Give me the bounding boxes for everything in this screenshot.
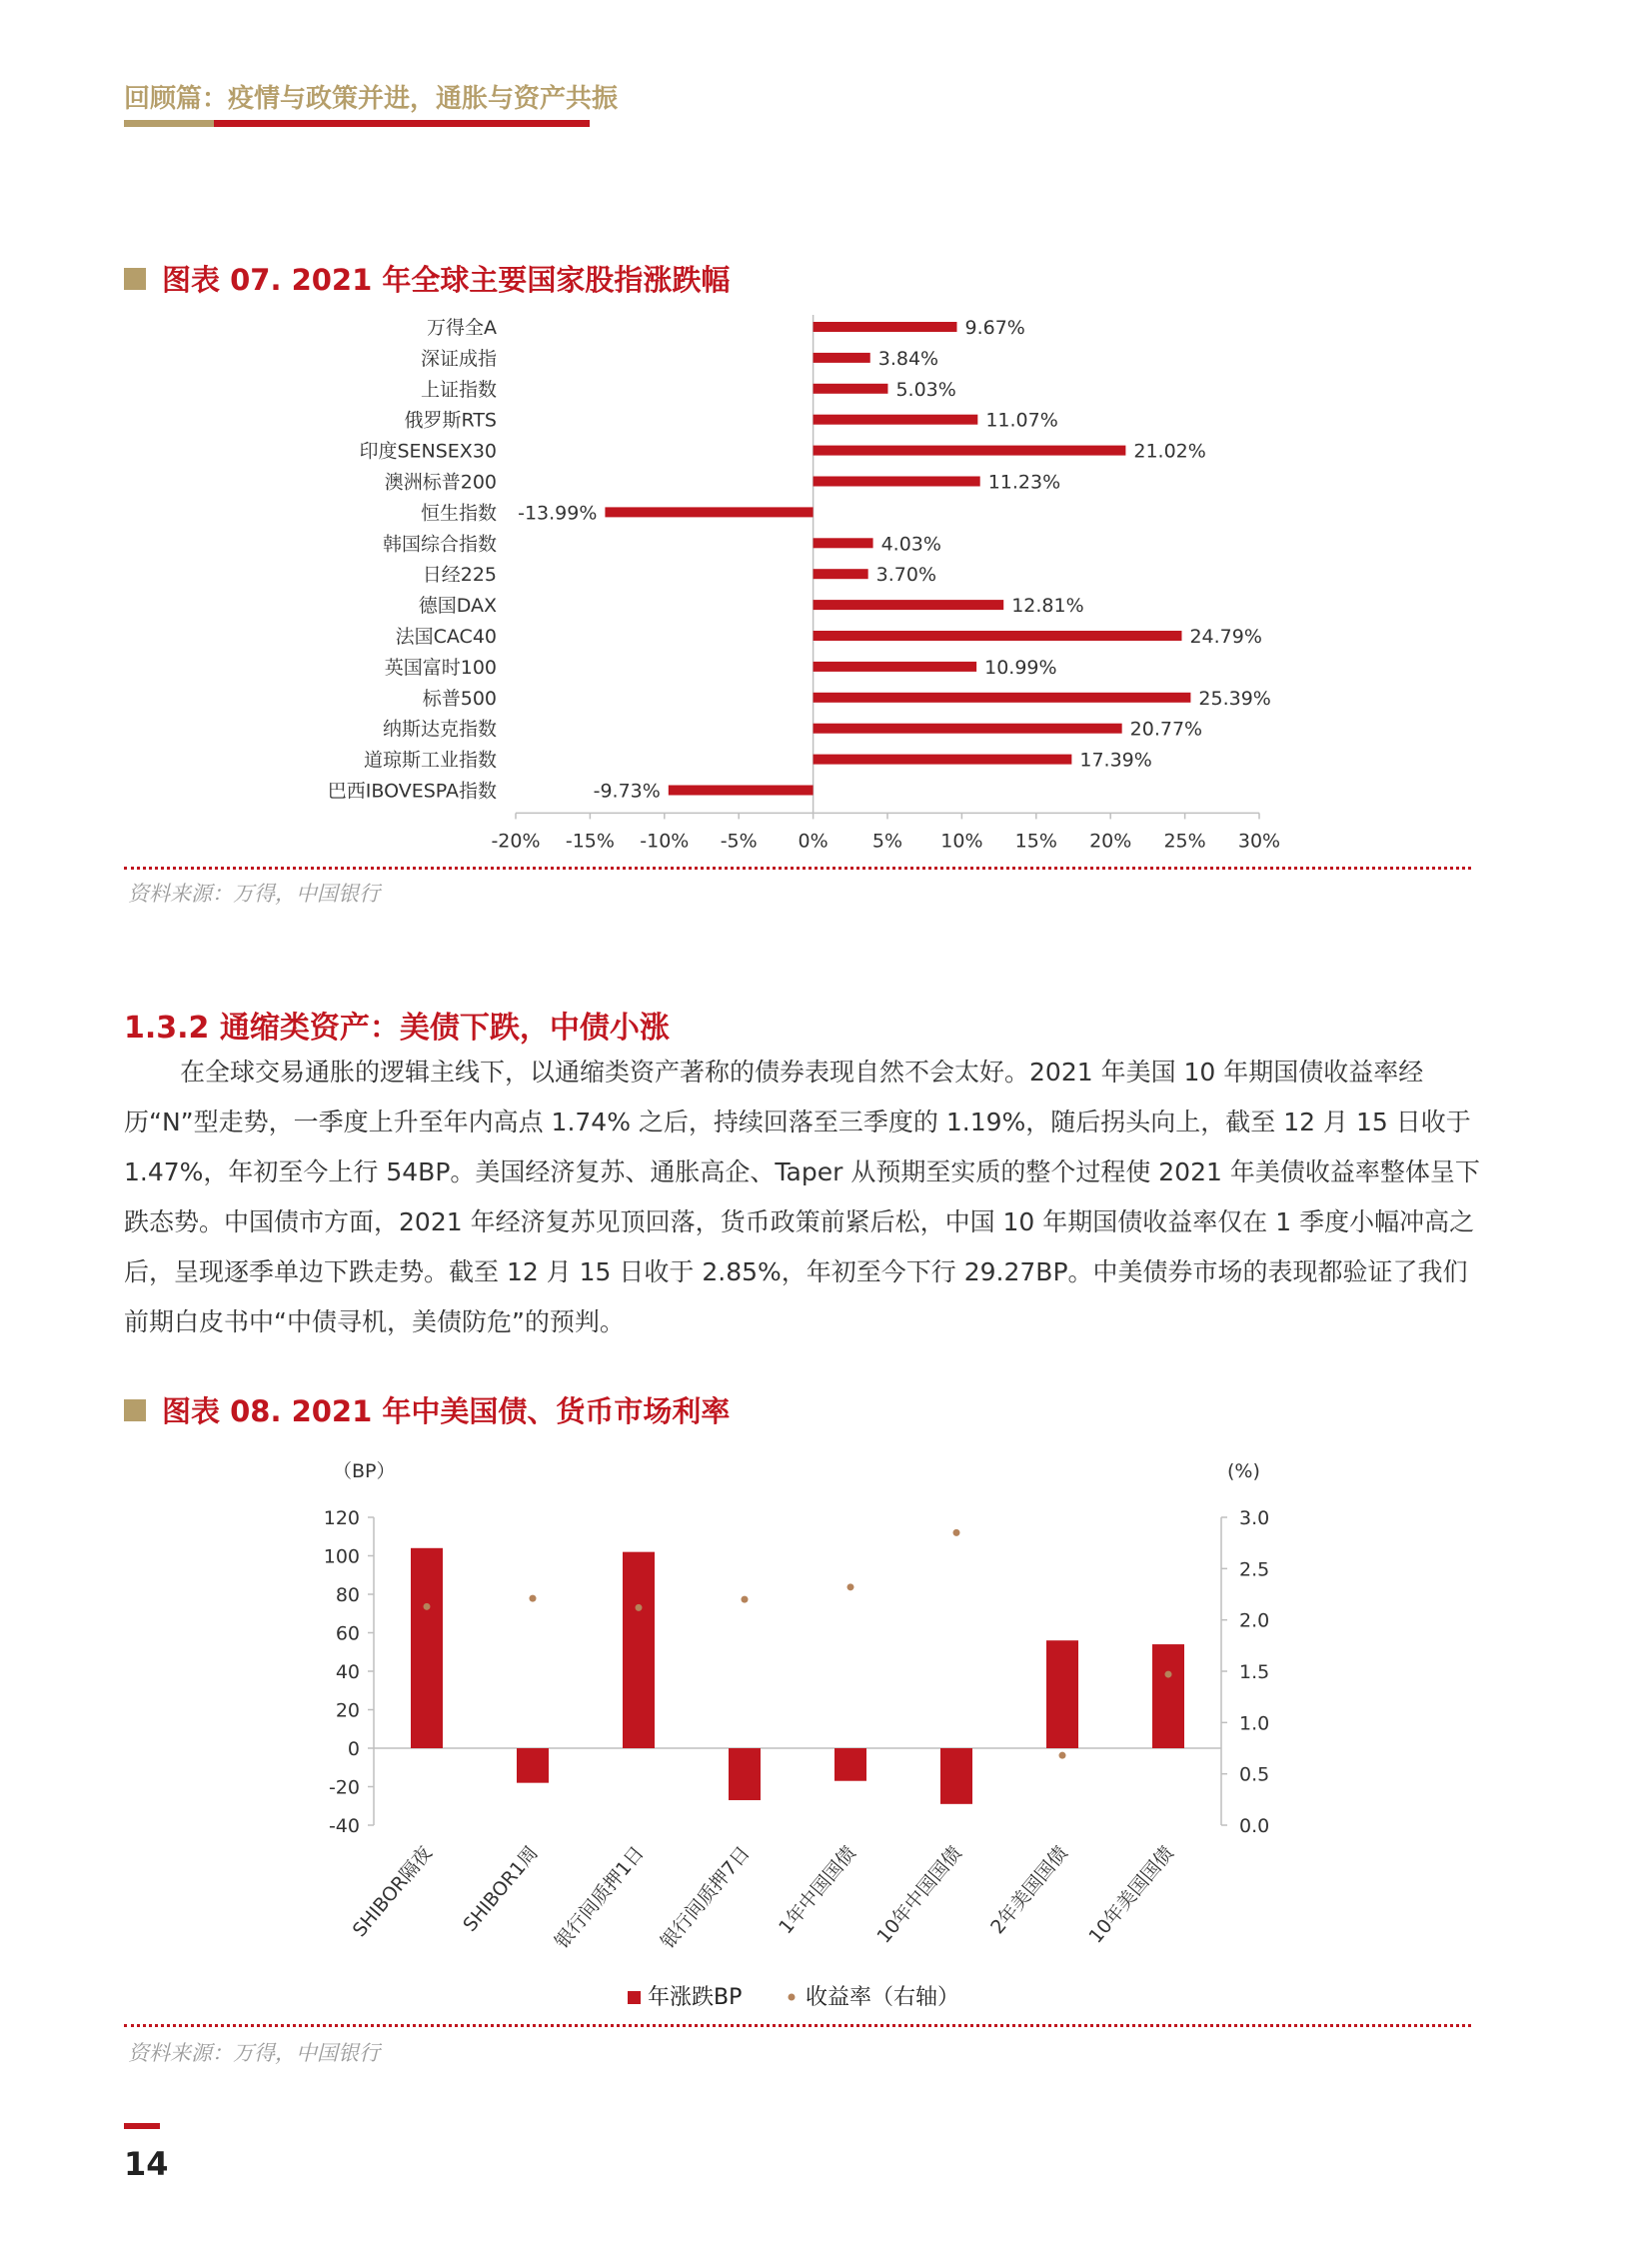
yield-point bbox=[742, 1596, 749, 1603]
category-label: 万得全A bbox=[427, 317, 497, 339]
left-axis-title: （BP） bbox=[333, 1460, 396, 1482]
right-tick-label: 2.0 bbox=[1239, 1609, 1270, 1632]
category-label: 10年美国国债 bbox=[1084, 1842, 1178, 1948]
left-tick-label: 60 bbox=[335, 1622, 360, 1645]
data-label: 11.07% bbox=[985, 409, 1058, 432]
data-label: 21.02% bbox=[1133, 440, 1206, 463]
x-tick-label: 20% bbox=[1089, 830, 1132, 853]
category-label: 俄罗斯RTS bbox=[404, 409, 497, 432]
right-tick-label: 1.5 bbox=[1239, 1661, 1270, 1683]
figure08-title bbox=[124, 1389, 730, 1430]
legend-bar-label: 年涨跌BP bbox=[648, 1985, 743, 2010]
x-tick-label: 15% bbox=[1014, 830, 1057, 853]
bar bbox=[814, 569, 868, 579]
yield-point bbox=[1165, 1671, 1172, 1678]
left-tick-label: 40 bbox=[335, 1661, 360, 1683]
bar bbox=[814, 693, 1191, 703]
category-label: 2年美国国债 bbox=[986, 1842, 1072, 1939]
yield-point bbox=[424, 1603, 431, 1610]
left-tick-label: 20 bbox=[335, 1699, 360, 1722]
bar bbox=[814, 353, 870, 363]
legend-dot-swatch bbox=[789, 1994, 796, 2001]
x-tick-label: 25% bbox=[1163, 830, 1206, 853]
header-red-rule bbox=[214, 120, 590, 127]
x-tick-label: -15% bbox=[565, 830, 615, 853]
category-label: 法国CAC40 bbox=[395, 626, 497, 648]
category-label: 英国富时100 bbox=[384, 656, 497, 679]
category-label: 恒生指数 bbox=[420, 502, 497, 525]
data-label: 20.77% bbox=[1129, 718, 1203, 741]
bar bbox=[411, 1548, 443, 1748]
bar bbox=[814, 600, 1004, 610]
figure07-title bbox=[124, 258, 730, 299]
data-label: 3.84% bbox=[877, 347, 939, 370]
x-tick-label: 5% bbox=[871, 830, 903, 853]
category-label: 印度SENSEX30 bbox=[359, 440, 497, 463]
figure07-title-text: 图表 07. 2021 年全球主要国家股指涨跌幅 bbox=[162, 263, 731, 297]
category-label: 深证成指 bbox=[420, 347, 497, 370]
bar bbox=[814, 755, 1072, 765]
bar bbox=[1152, 1644, 1184, 1748]
yield-point bbox=[1059, 1752, 1066, 1759]
right-tick-label: 1.0 bbox=[1239, 1712, 1270, 1735]
category-label: 纳斯达克指数 bbox=[382, 718, 497, 741]
x-tick-label: 0% bbox=[798, 830, 828, 853]
figure08-title-text: 图表 08. 2021 年中美国债、货币市场利率 bbox=[162, 1394, 731, 1428]
bar bbox=[729, 1748, 761, 1800]
section-title: 1.3.2 通缩类资产：美债下跌，中债小涨 bbox=[124, 1011, 670, 1046]
title-square-icon bbox=[124, 1399, 146, 1421]
bar bbox=[814, 384, 888, 394]
figure08-chart bbox=[0, 1449, 1652, 2019]
yield-point bbox=[636, 1604, 643, 1611]
category-label: SHIBOR1周 bbox=[459, 1842, 543, 1936]
data-label: 5.03% bbox=[895, 378, 956, 401]
x-tick-label: 10% bbox=[940, 830, 983, 853]
right-axis-title: (%) bbox=[1227, 1460, 1260, 1482]
data-label: 3.70% bbox=[875, 564, 937, 587]
figure08-source: 资料来源：万得，中国银行 bbox=[128, 2041, 380, 2065]
left-tick-label: -40 bbox=[328, 1815, 360, 1837]
data-label: -13.99% bbox=[518, 502, 598, 525]
section-paragraph bbox=[124, 1048, 1483, 1347]
left-tick-label: -20 bbox=[328, 1776, 360, 1799]
data-label: 17.39% bbox=[1079, 749, 1152, 772]
category-label: 上证指数 bbox=[420, 378, 497, 401]
bar bbox=[834, 1748, 866, 1781]
left-tick-label: 80 bbox=[335, 1584, 360, 1606]
header-gold-rule bbox=[124, 120, 214, 127]
category-label: 韩国综合指数 bbox=[382, 533, 497, 556]
x-tick-label: -5% bbox=[720, 830, 758, 853]
bar bbox=[1046, 1640, 1078, 1748]
bar bbox=[814, 631, 1182, 641]
figure08-divider bbox=[124, 2024, 1471, 2027]
bar bbox=[623, 1552, 655, 1748]
x-tick-label: -20% bbox=[491, 830, 541, 853]
bar bbox=[814, 724, 1122, 734]
category-label: 标普500 bbox=[422, 687, 497, 710]
paragraph-text: 在全球交易通胀的逻辑主线下，以通缩类资产著称的债券表现自然不会太好。2021 年美国 10 年期国债收益率经历“N”型走势，一季度上升至年内高点 1.74% 之后，持续回落至三季度的 1.19%，随后拐头向上，截至 12 月 15 日收于 1.47%，年初至今上行 54BP。美国经济复苏、通胀高企、Taper 从预期至实质的整个过程使 2021 年美债收益率整体呈下跌态势。中国债市方面，2021 年经济复苏见顶回落，货币政策前紧后松，中国 10 年期国债收益率仅在 1 季度小幅冲高之后，呈现逐季单边下跌走势。截至 12 月 15 日收于 2.85%，年初至今下行 29.27BP。中美债券市场的表现都验证了我们前期白皮书中“中债寻机，美债防危”的预判。 bbox=[124, 1058, 1480, 1336]
title-square-icon bbox=[124, 268, 146, 290]
data-label: 9.67% bbox=[964, 317, 1025, 339]
data-label: 12.81% bbox=[1011, 595, 1084, 618]
left-tick-label: 100 bbox=[323, 1545, 360, 1568]
legend-bar-swatch bbox=[628, 1991, 641, 2004]
data-label: 24.79% bbox=[1189, 626, 1262, 648]
page-number-bar bbox=[124, 2123, 160, 2129]
left-tick-label: 120 bbox=[323, 1507, 360, 1529]
category-label: 日经225 bbox=[422, 564, 497, 587]
category-label: 银行间质押1日 bbox=[550, 1842, 649, 1953]
data-label: 11.23% bbox=[987, 471, 1061, 494]
bar bbox=[814, 477, 980, 487]
bar bbox=[517, 1748, 549, 1783]
legend-dot-label: 收益率（右轴） bbox=[806, 1985, 960, 2010]
left-tick-label: 0 bbox=[347, 1738, 360, 1760]
category-label: 1年中国国债 bbox=[775, 1842, 860, 1939]
category-label: 银行间质押7日 bbox=[656, 1842, 755, 1953]
bar bbox=[605, 507, 813, 517]
section-header-title: 回顾篇：疫情与政策并进，通胀与资产共振 bbox=[124, 84, 619, 114]
bar bbox=[669, 786, 814, 796]
figure07-divider bbox=[124, 867, 1471, 870]
right-tick-label: 0.5 bbox=[1239, 1763, 1270, 1786]
figure07-source: 资料来源：万得，中国银行 bbox=[128, 882, 380, 906]
category-label: 10年中国国债 bbox=[872, 1842, 966, 1948]
bar bbox=[814, 662, 977, 672]
x-tick-label: -10% bbox=[640, 830, 690, 853]
yield-point bbox=[953, 1529, 960, 1536]
bar bbox=[814, 415, 978, 425]
bar bbox=[940, 1748, 972, 1804]
data-label: -9.73% bbox=[593, 780, 661, 803]
data-label: 4.03% bbox=[880, 533, 941, 556]
page-number: 14 bbox=[124, 2145, 169, 2183]
figure07-chart bbox=[0, 300, 1652, 860]
category-label: 德国DAX bbox=[418, 595, 497, 618]
category-label: SHIBOR隔夜 bbox=[348, 1842, 437, 1942]
right-tick-label: 2.5 bbox=[1239, 1558, 1270, 1581]
right-tick-label: 0.0 bbox=[1239, 1815, 1270, 1837]
category-label: 巴西IBOVESPA指数 bbox=[327, 780, 497, 803]
data-label: 10.99% bbox=[984, 656, 1057, 679]
x-tick-label: 30% bbox=[1237, 830, 1281, 853]
yield-point bbox=[847, 1583, 854, 1590]
bar bbox=[814, 446, 1126, 456]
right-tick-label: 3.0 bbox=[1239, 1507, 1270, 1529]
bar bbox=[814, 538, 873, 548]
category-label: 道琼斯工业指数 bbox=[363, 749, 497, 772]
category-label: 澳洲标普200 bbox=[384, 471, 497, 494]
bar bbox=[814, 322, 957, 332]
data-label: 25.39% bbox=[1198, 687, 1271, 710]
yield-point bbox=[530, 1595, 537, 1602]
